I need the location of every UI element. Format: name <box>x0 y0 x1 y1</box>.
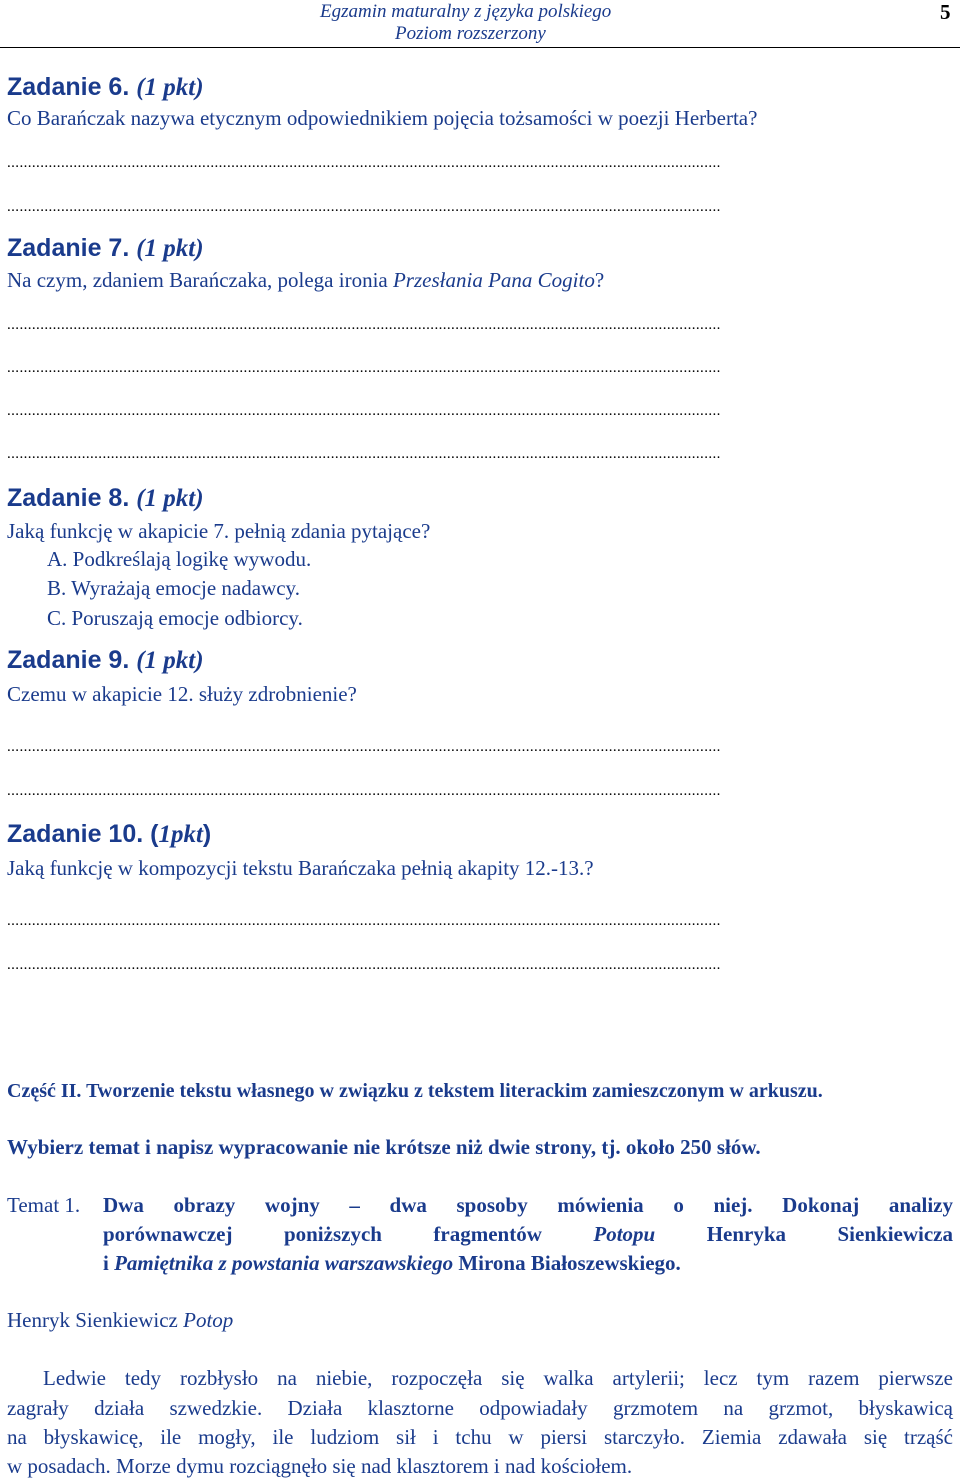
task-8-question: Jaką funkcję w akapicie 7. pełnią zdania pytające? <box>7 519 431 543</box>
task-6-question: Co Barańczak nazywa etycznym odpowiednikiem pojęcia tożsamości w poezji Herberta? <box>7 106 758 130</box>
exam-title: Egzamin maturalny z języka polskiego <box>320 1 612 22</box>
answer-line: ............................................................................................................................................................................ <box>7 447 721 462</box>
answer-line: ............................................................................................................................................................................ <box>7 200 721 215</box>
excerpt-line-2: zagrały działa szwedzkie. Działa klasztorne odpowiadały grzmotem na grzmot, błyskawicą <box>7 1396 953 1420</box>
task-10-question: Jaką funkcję w kompozycji tekstu Barańczaka pełnią akapity 12.-13.? <box>7 856 594 880</box>
excerpt-line-4: w posadach. Morze dymu rozciągnęło się nad klasztorem i nad kościołem. <box>7 1454 633 1478</box>
task-8-title: Zadanie 8. (1 pkt) <box>7 484 204 512</box>
source-heading: Henryk Sienkiewicz Potop <box>7 1308 234 1332</box>
answer-line: ............................................................................................................................................................................ <box>7 784 721 799</box>
topic-line-1: Dwa obrazy wojny – dwa sposoby mówienia o niej. Dokonaj analizy <box>103 1193 953 1217</box>
answer-line: ............................................................................................................................................................................ <box>7 361 721 376</box>
task-8-option-c: C. Poruszają emocje odbiorcy. <box>47 606 303 630</box>
part-2-heading: Część II. Tworzenie tekstu własnego w związku z tekstem literackim zamieszczonym w arkuszu. <box>7 1080 823 1102</box>
page-number: 5 <box>940 0 951 24</box>
answer-line: ............................................................................................................................................................................ <box>7 958 721 973</box>
task-8-option-a: A. Podkreślają logikę wywodu. <box>47 547 312 571</box>
excerpt-line-1: Ledwie tedy rozbłysło na niebie, rozpoczęła się walka artylerii; lecz tym razem pierwsze <box>43 1366 953 1390</box>
answer-line: ............................................................................................................................................................................ <box>7 740 721 755</box>
task-9-question: Czemu w akapicie 12. służy zdrobnienie? <box>7 682 357 706</box>
task-8-option-b: B. Wyrażają emocje nadawcy. <box>47 576 300 600</box>
header-rule <box>0 47 960 48</box>
topic-label: Temat 1. <box>7 1193 81 1217</box>
answer-line: ............................................................................................................................................................................ <box>7 318 721 333</box>
topic-line-2: porównawczej poniższych fragmentów Potopu Henryka Sienkiewicza <box>103 1222 953 1246</box>
task-7-title: Zadanie 7. (1 pkt) <box>7 234 204 262</box>
task-9-title: Zadanie 9. (1 pkt) <box>7 646 204 674</box>
task-10-title: Zadanie 10. (1pkt) <box>7 820 212 848</box>
part-2-instruction: Wybierz temat i napisz wypracowanie nie krótsze niż dwie strony, tj. około 250 słów. <box>7 1135 761 1159</box>
task-6-title: Zadanie 6. (1 pkt) <box>7 73 204 101</box>
task-7-question: Na czym, zdaniem Barańczaka, polega ironia Przesłania Pana Cogito? <box>7 268 605 292</box>
exam-level: Poziom rozszerzony <box>395 23 546 44</box>
answer-line: ............................................................................................................................................................................ <box>7 914 721 929</box>
answer-line: ............................................................................................................................................................................ <box>7 156 721 171</box>
excerpt-line-3: na błyskawicę, ile mogły, ile ludziom sił i tchu w piersi starczyło. Ziemia zdawała się trząść <box>7 1425 953 1449</box>
answer-line: ............................................................................................................................................................................ <box>7 404 721 419</box>
topic-line-3: i Pamiętnika z powstania warszawskiego Mirona Białoszewskiego. <box>103 1251 681 1275</box>
